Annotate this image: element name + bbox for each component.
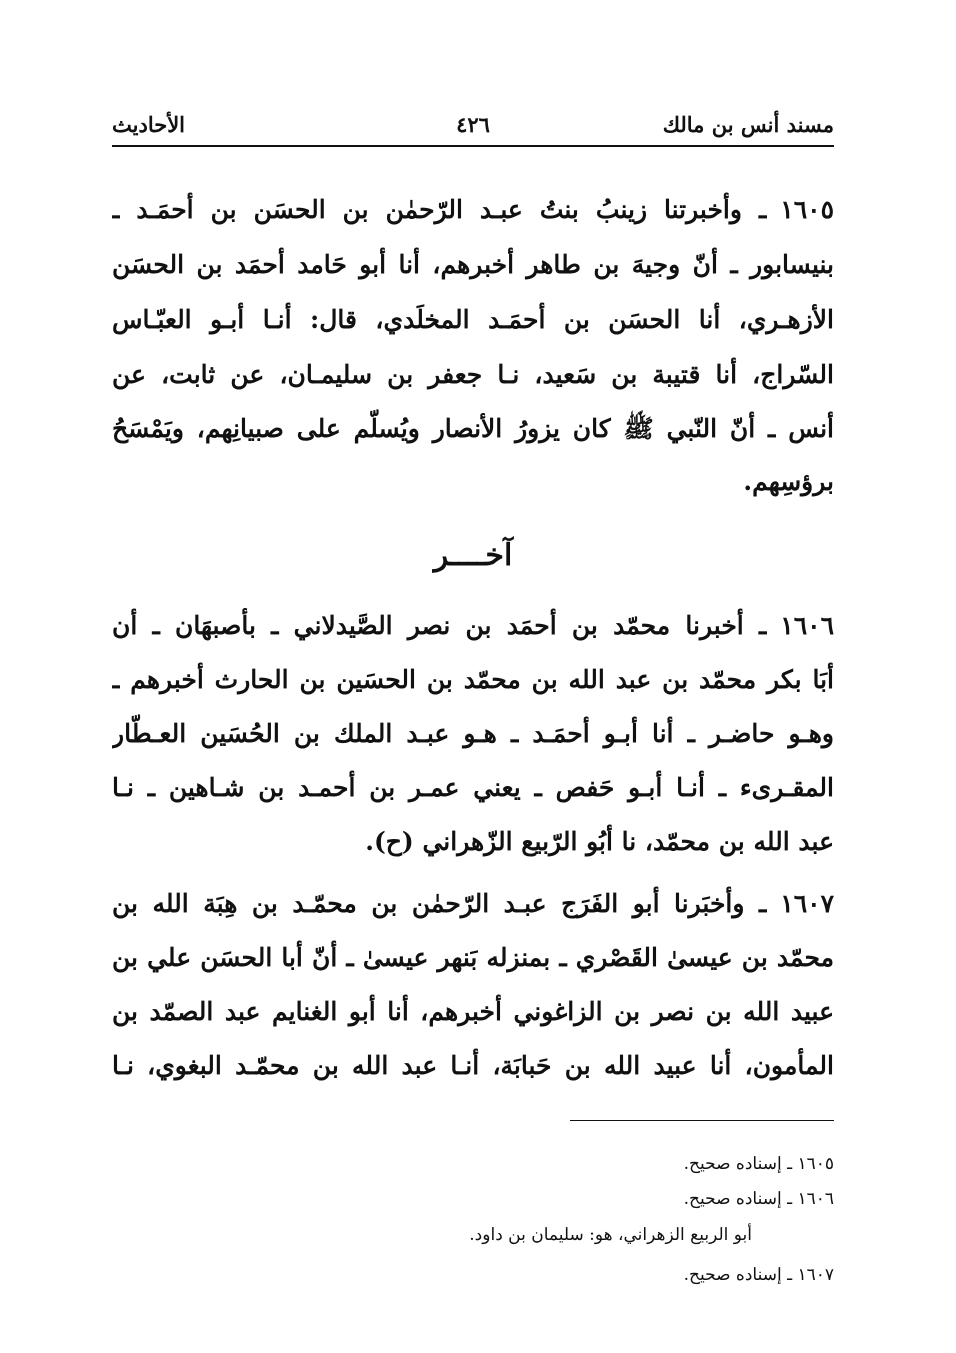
header-divider bbox=[112, 145, 834, 147]
hadith-1605-line-1: ١٦٠٥ـ وأخبرتنا زينبُ بنتُ عبـد الرّحمٰن بن الحسَن بن أحمَـد ـ bbox=[112, 195, 834, 224]
footnote-1607: ١٦٠٧ ـ إسناده صحيح. bbox=[683, 1265, 834, 1285]
hadith-1605-line-4: السّراج، أنا قتيبة بن سَعيد، نـا جعفر بن سليمـان، عن ثابت، عن bbox=[112, 360, 834, 389]
section-title: آخــــر bbox=[433, 538, 513, 573]
hadith-1606-line-2: أبَا بكر محمّد بن عبد الله بن محمّد بن الحسَين بن الحارث أخبرهم ـ bbox=[112, 665, 834, 694]
section-name: الأحاديث bbox=[112, 112, 186, 137]
hadith-number: ١٦٠٧ bbox=[780, 889, 834, 918]
page-number: ٤٢٦ bbox=[456, 112, 490, 137]
hadith-1605-line-5: أنس ـ أنّ النّبي ﷺ كان يزورُ الأنصار ويُسلّم على صبيانِهم، ويَمْسَحُ bbox=[112, 414, 834, 443]
footnote-1606: ١٦٠٦ ـ إسناده صحيح. bbox=[683, 1189, 834, 1209]
footnote-1606-note: أبو الربيع الزهراني، هو: سليمان بن داود. bbox=[469, 1225, 752, 1245]
hadith-1606-line-3: وهـو حاضـر ـ أنا أبـو أحمَـد ـ هـو عبـد الملك بن الحُسَين العـطّار bbox=[112, 719, 834, 748]
hadith-1607-line-3: عبيد الله بن نصر بن الزاغوني أخبرهم، أنا أبو الغنايم عبد الصمّد بن bbox=[112, 997, 834, 1026]
hadith-number: ١٦٠٥ bbox=[780, 195, 834, 224]
hadith-1606-line-4: المقـرىء ـ أنـا أبـو حَفص ـ يعني عمـر بن أحمـد بن شـاهين ـ نـا bbox=[112, 773, 834, 802]
hadith-1607-line-1: ١٦٠٧ـ وأخبَرنا أبو الفَرَج عبـد الرّحمٰن بن محمّـد بن هِبَة الله بن bbox=[112, 889, 834, 918]
footnote-divider bbox=[570, 1120, 834, 1121]
running-header bbox=[112, 112, 834, 146]
footnote-1605: ١٦٠٥ ـ إسناده صحيح. bbox=[683, 1154, 834, 1174]
hadith-1607-line-4: المأمون، أنا عبيد الله بن حَبابَة، أنـا عبد الله بن محمّـد البغوي، نـا bbox=[112, 1051, 834, 1080]
hadith-1605-line-2: بنيسابور ـ أنّ وجيهَ بن طاهر أخبرهم، أنا أبو حَامد أحمَد بن الحسَن bbox=[112, 250, 834, 279]
book-title: مسند أنس بن مالك bbox=[662, 112, 834, 137]
hadith-1606-line-1: ١٦٠٦ـ أخبرنا محمّد بن أحمَد بن نصر الصَّيدلاني ـ بأصبهَان ـ أن bbox=[112, 611, 834, 640]
hadith-1605-line-6: برؤسِهم. bbox=[743, 467, 834, 496]
hadith-1607-line-2: محمّد بن عيسىٰ القَصْري ـ بمنزله بَنهر عيسىٰ ـ أنّ أبا الحسَن علي بن bbox=[112, 943, 834, 972]
hadith-number: ١٦٠٦ bbox=[780, 611, 834, 640]
hadith-1605-line-3: الأزهـري، أنا الحسَن بن أحمَـد المخلَدي، قال: أنـا أبـو العبّـاس bbox=[112, 305, 834, 334]
hadith-1606-line-5: عبد الله بن محمّد، نا أبُو الرّبيع الزّهراني (ح). bbox=[365, 827, 834, 856]
